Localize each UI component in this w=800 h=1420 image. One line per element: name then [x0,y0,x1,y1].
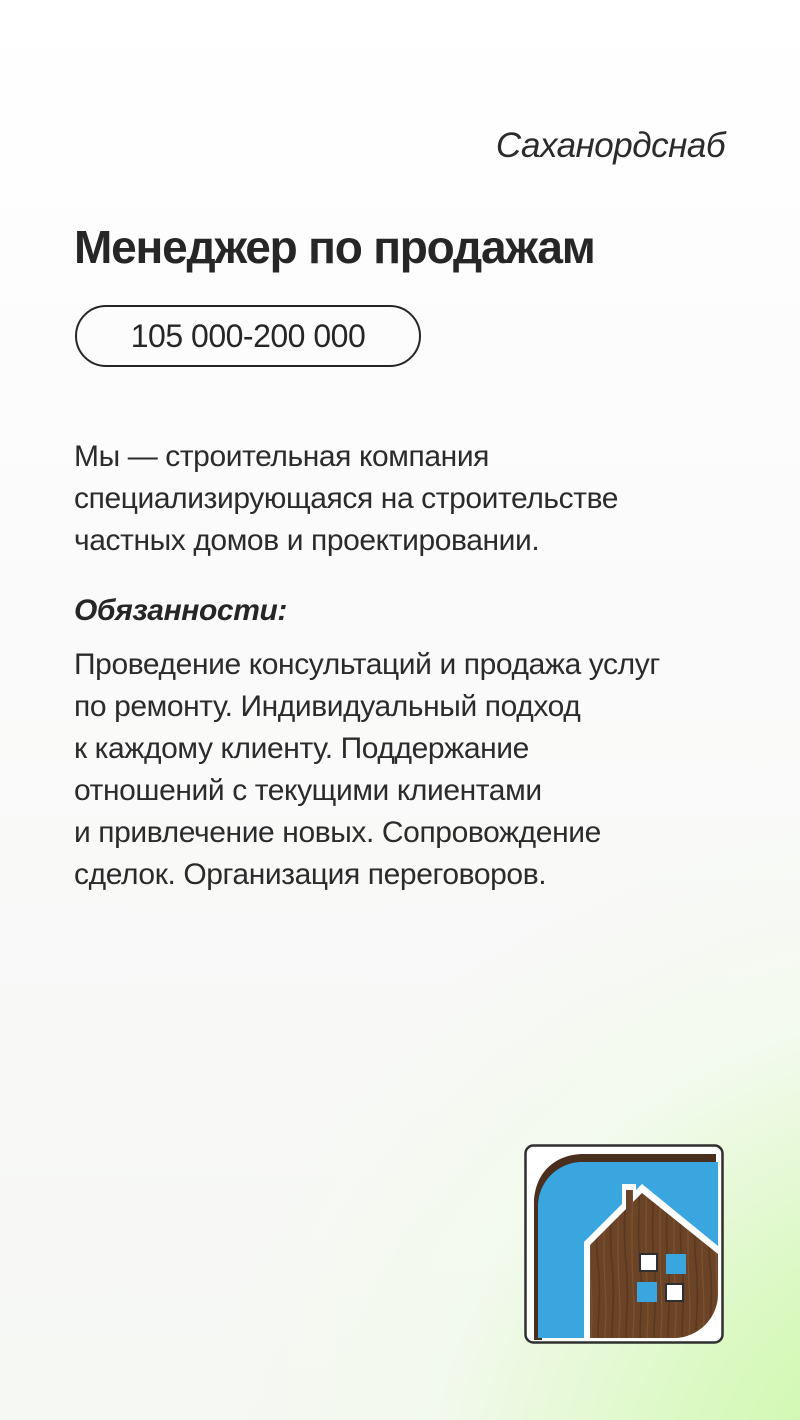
company-description: Мы — строительная компания специализирующаяся на строительстве частных домов и проектировании. [74,440,619,557]
duties-heading: Обязанности: [74,594,288,627]
job-title: Менеджер по продажам [74,221,595,273]
company-name: Саханордснаб [495,126,725,165]
company-logo [524,1144,724,1344]
salary-badge: 105 000-200 000 [75,305,421,367]
house-logo-icon [524,1144,724,1344]
duties-text: Проведение консультаций и продажа услуг по ремонту. Индивидуальный подход к каждому клиенту. Поддержание отношений с текущими клиентами и привлечение новых. Сопровождение сделок. Организация переговоров. [74,648,660,891]
